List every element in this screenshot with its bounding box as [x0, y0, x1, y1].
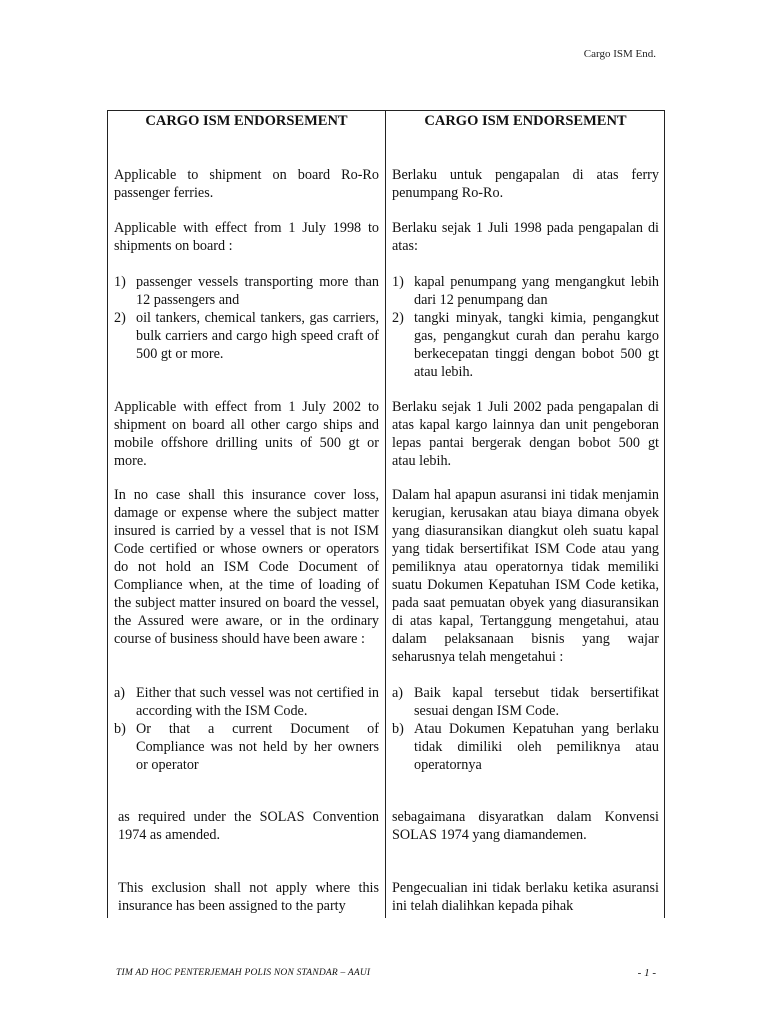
list-item [114, 720, 379, 774]
list-marker: b) [114, 721, 126, 737]
indonesian-column [392, 111, 659, 918]
bilingual-table [107, 110, 665, 918]
column-divider [385, 111, 386, 918]
running-header: Cargo ISM End. [583, 48, 656, 60]
list-item-text: Or that a current Document of Compliance was not held by her owners or operator [136, 721, 379, 773]
list-marker: a) [392, 685, 404, 701]
list-marker: 1) [114, 274, 126, 290]
list-item-text: Atau Dokumen Kepatuhan yang berlaku tidak dimiliki oleh pemiliknya atau operatornya [414, 721, 659, 773]
paragraph: Berlaku sejak 1 Juli 2002 pada pengapalan di atas kapal kargo lainnya dan unit pengeboran lepas pantai bergerak dengan bobot 500 gt atau lebih. [392, 399, 659, 469]
paragraph: as required under the SOLAS Convention 1974 as amended. [118, 809, 379, 843]
english-applicability-2002 [114, 398, 379, 470]
indonesian-exclusion-exception [392, 879, 659, 915]
indonesian-conditions-list [392, 684, 659, 774]
paragraph: This exclusion shall not apply where this insurance has been assigned to the party [118, 880, 379, 914]
list-item-text: Either that such vessel was not certified in according with the ISM Code. [136, 685, 379, 719]
paragraph: sebagaimana disyaratkan dalam Konvensi SOLAS 1974 yang diamandemen. [392, 809, 659, 843]
list-item-text: tangki minyak, tangki kimia, pengangkut gas, pengangkut curah dan perahu kargo berkecepatan tinggi dengan bobot 500 gt atau lebih. [414, 310, 659, 380]
english-exclusion-exception [114, 879, 379, 915]
paragraph: Pengecualian ini tidak berlaku ketika asuransi ini telah dialihkan kepada pihak [392, 880, 659, 914]
english-solas-reference [114, 808, 379, 844]
paragraph: In no case shall this insurance cover loss, damage or expense where the subject matter insured is carried by a vessel that is not ISM Code certified or whose owners or operators do not hold an ISM Code Document of Compliance when, at the time of loading of the subject matter insured on board the vessel, the Assured were aware, or in the ordinary course of business should have been aware : [114, 487, 379, 647]
list-marker: a) [114, 685, 126, 701]
english-applicability-roro [114, 166, 379, 202]
indonesian-solas-reference [392, 808, 659, 844]
list-marker: 1) [392, 274, 404, 290]
list-item [392, 273, 659, 309]
list-marker: 2) [114, 310, 126, 326]
english-vessel-list [114, 273, 379, 363]
indonesian-exclusion-clause [392, 486, 659, 666]
paragraph: Applicable with effect from 1 July 1998 to shipments on board : [114, 220, 379, 254]
paragraph: Berlaku untuk pengapalan di atas ferry penumpang Ro-Ro. [392, 167, 659, 201]
page-number: - 1 - [637, 967, 656, 979]
indonesian-heading: CARGO ISM ENDORSEMENT [424, 113, 627, 129]
paragraph: Berlaku sejak 1 Juli 1998 pada pengapalan di atas: [392, 220, 659, 254]
indonesian-applicability-2002 [392, 398, 659, 470]
list-item-text: oil tankers, chemical tankers, gas carriers, bulk carriers and cargo high speed craft of 500 gt or more. [136, 310, 379, 362]
english-column [114, 111, 379, 918]
paragraph: Applicable to shipment on board Ro-Ro passenger ferries. [114, 167, 379, 201]
english-exclusion-clause [114, 486, 379, 648]
list-item-text: kapal penumpang yang mengangkut lebih dari 12 penumpang dan [414, 274, 659, 308]
footer-team-credit: TIM AD HOC PENTERJEMAH POLIS NON STANDAR – AAUI [116, 968, 371, 978]
indonesian-applicability-1998 [392, 219, 659, 255]
list-item [114, 684, 379, 720]
english-heading: CARGO ISM ENDORSEMENT [145, 113, 348, 129]
list-item [114, 273, 379, 309]
list-marker: 2) [392, 310, 404, 326]
list-item [392, 309, 659, 381]
indonesian-applicability-roro [392, 166, 659, 202]
list-item-text: Baik kapal tersebut tidak bersertifikat sesuai dengan ISM Code. [414, 685, 659, 719]
indonesian-vessel-list [392, 273, 659, 381]
english-conditions-list [114, 684, 379, 774]
list-item [392, 684, 659, 720]
paragraph: Applicable with effect from 1 July 2002 to shipment on board all other cargo ships and mobile offshore drilling units of 500 gt or more. [114, 399, 379, 469]
paragraph: Dalam hal apapun asuransi ini tidak menjamin kerugian, kerusakan atau biaya dimana obyek yang diasuransikan diangkut oleh suatu kapal yang tidak bersertifikat ISM Code atau yang pemiliknya atau operatornya tidak memiliki suatu Dokumen Kepatuhan ISM Code ketika, pada saat pemuatan obyek yang diasuransikan di atas kapal, Tertanggung mengetahui, atau dalam pelaksanaan bisnis yang wajar seharusnya telah mengetahui : [392, 487, 659, 665]
english-applicability-1998 [114, 219, 379, 255]
list-item-text: passenger vessels transporting more than 12 passengers and [136, 274, 379, 308]
list-item [392, 720, 659, 774]
list-marker: b) [392, 721, 404, 737]
list-item [114, 309, 379, 363]
